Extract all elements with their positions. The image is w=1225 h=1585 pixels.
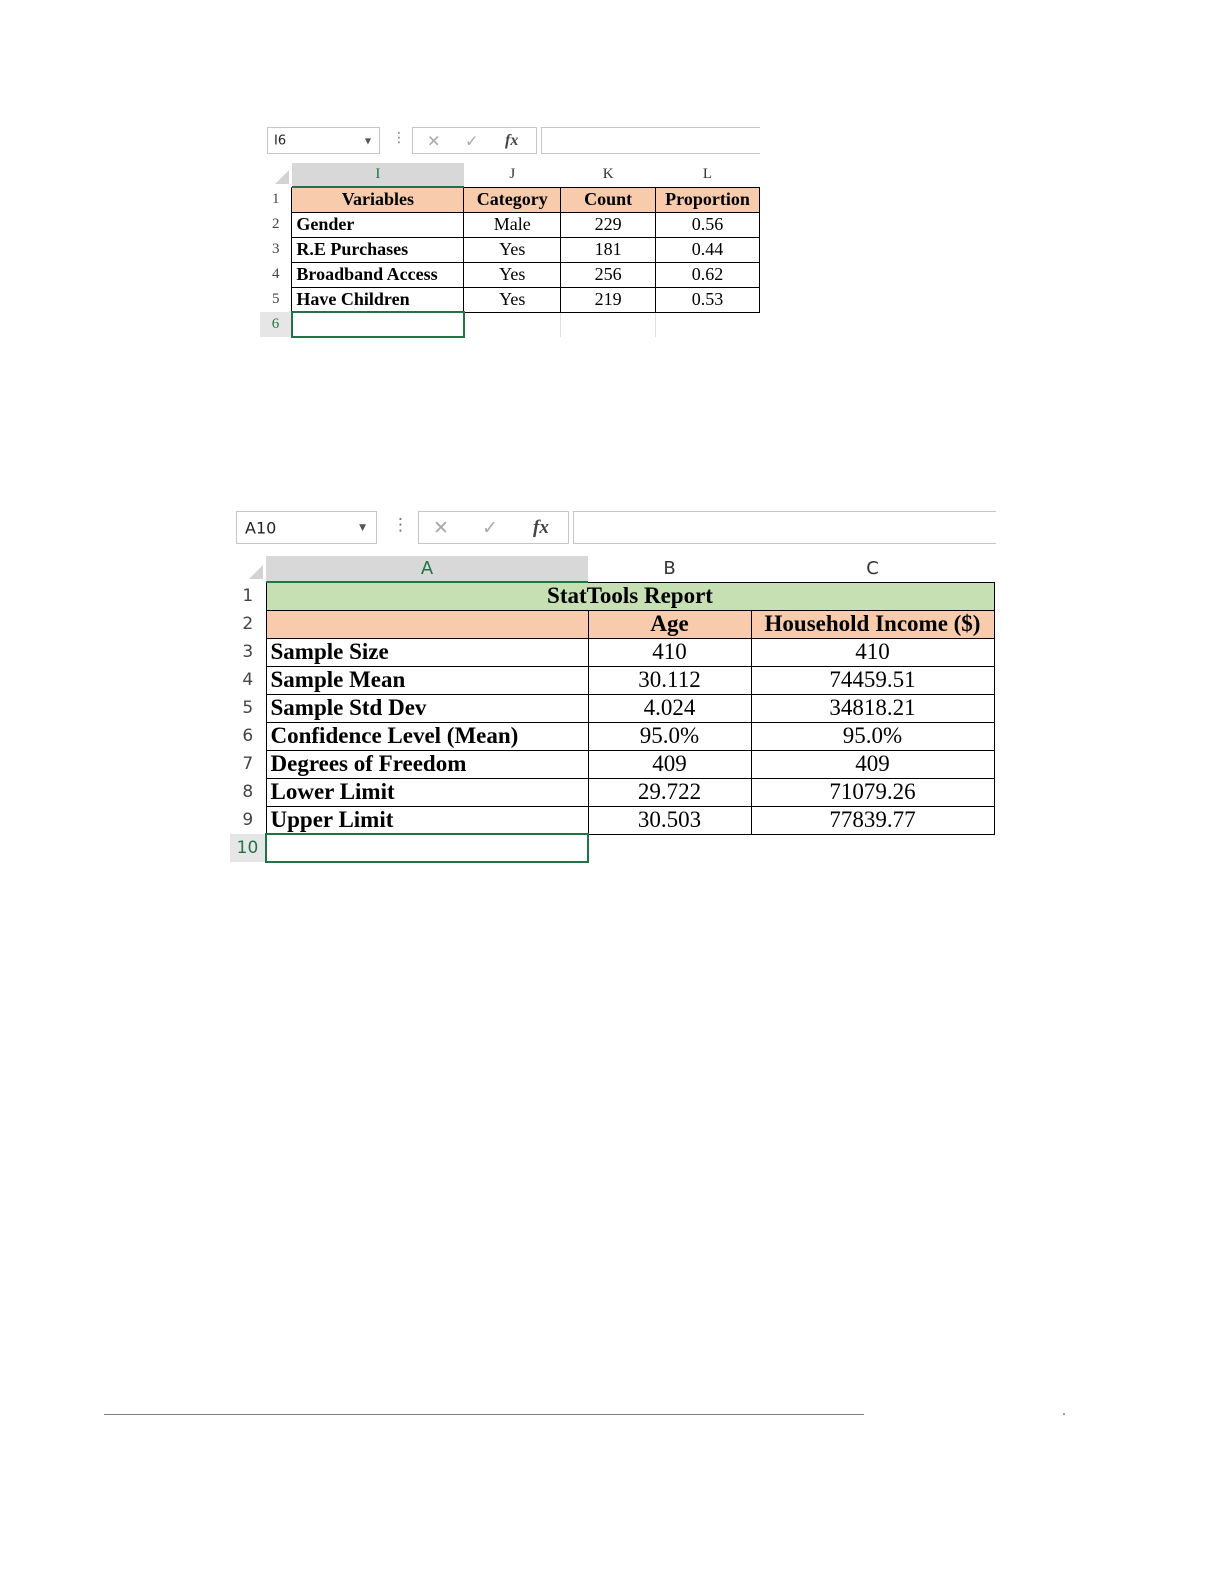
cell[interactable]: 34818.21 [751, 694, 994, 722]
row-header[interactable]: 2 [230, 610, 266, 638]
cell[interactable] [561, 312, 656, 337]
name-box[interactable] [236, 511, 377, 544]
cell[interactable]: Sample Size [266, 638, 588, 666]
cell[interactable]: Yes [464, 262, 561, 287]
row-header[interactable]: 9 [230, 806, 266, 834]
active-cell[interactable] [266, 834, 588, 862]
column-header[interactable]: J [464, 163, 561, 187]
row-header[interactable]: 6 [230, 722, 266, 750]
row-header[interactable]: 1 [260, 187, 292, 212]
row-header[interactable]: 2 [260, 212, 292, 237]
row-header[interactable]: 5 [230, 694, 266, 722]
cell[interactable]: Gender [292, 212, 464, 237]
column-header[interactable]: K [561, 163, 656, 187]
spreadsheet-screenshot-2 [230, 509, 996, 865]
row-header[interactable]: 8 [230, 778, 266, 806]
cell[interactable]: 95.0% [588, 722, 751, 750]
row-header[interactable]: 10 [230, 834, 266, 862]
formula-input[interactable] [541, 127, 760, 154]
footer-mark [1063, 1413, 1065, 1415]
cancel-icon[interactable]: ✕ [433, 516, 449, 539]
cell[interactable]: Confidence Level (Mean) [266, 722, 588, 750]
name-box-value: A10 [245, 518, 277, 537]
row-header[interactable]: 3 [230, 638, 266, 666]
active-cell[interactable] [292, 312, 464, 337]
cell[interactable]: R.E Purchases [292, 237, 464, 262]
row-header[interactable]: 7 [230, 750, 266, 778]
select-all-corner[interactable] [230, 556, 266, 582]
column-header[interactable]: B [588, 556, 751, 582]
cell[interactable] [656, 312, 760, 337]
header-cell[interactable] [266, 610, 588, 638]
header-cell[interactable]: Proportion [656, 187, 760, 212]
cell[interactable]: 29.722 [588, 778, 751, 806]
cell[interactable]: 0.53 [656, 287, 760, 312]
header-cell[interactable]: Age [588, 610, 751, 638]
cell[interactable]: 229 [561, 212, 656, 237]
row-header[interactable]: 4 [260, 262, 292, 287]
cell[interactable]: 181 [561, 237, 656, 262]
header-cell[interactable]: Category [464, 187, 561, 212]
check-icon[interactable]: ✓ [465, 131, 479, 150]
row-header[interactable]: 6 [260, 312, 292, 337]
cell[interactable]: Upper Limit [266, 806, 588, 834]
row-header[interactable]: 1 [230, 582, 266, 610]
formula-actions [418, 511, 569, 544]
cell[interactable]: Broadband Access [292, 262, 464, 287]
cell[interactable]: Degrees of Freedom [266, 750, 588, 778]
cell[interactable]: 410 [588, 638, 751, 666]
footer-rule [104, 1414, 864, 1415]
cell[interactable]: 256 [561, 262, 656, 287]
cell[interactable]: Have Children [292, 287, 464, 312]
cell[interactable]: Yes [464, 237, 561, 262]
cell[interactable]: Lower Limit [266, 778, 588, 806]
formula-input[interactable] [573, 511, 996, 544]
cell[interactable]: 95.0% [751, 722, 994, 750]
name-box-value: I6 [274, 133, 287, 148]
cell[interactable]: Yes [464, 287, 561, 312]
cell[interactable]: 410 [751, 638, 994, 666]
chevron-down-icon[interactable]: ▼ [359, 522, 366, 533]
report-title[interactable]: StatTools Report [266, 582, 994, 610]
check-icon[interactable]: ✓ [482, 516, 498, 539]
column-header[interactable]: A [266, 556, 588, 582]
sheet-grid [260, 163, 760, 338]
fx-icon[interactable]: fx [533, 516, 549, 538]
more-options-icon[interactable]: ⋮ [392, 515, 409, 535]
column-header[interactable]: C [751, 556, 994, 582]
cell[interactable]: 74459.51 [751, 666, 994, 694]
column-header[interactable]: L [656, 163, 760, 187]
cell[interactable]: 409 [751, 750, 994, 778]
row-header[interactable]: 4 [230, 666, 266, 694]
fx-icon[interactable]: fx [505, 131, 519, 149]
row-header[interactable]: 5 [260, 287, 292, 312]
formula-actions [412, 127, 537, 154]
cell[interactable]: 71079.26 [751, 778, 994, 806]
cell[interactable]: 409 [588, 750, 751, 778]
cell[interactable]: 30.503 [588, 806, 751, 834]
more-options-icon[interactable]: ⋮ [392, 130, 406, 146]
cell[interactable]: Male [464, 212, 561, 237]
cell[interactable] [588, 834, 751, 862]
header-cell[interactable]: Household Income ($) [751, 610, 994, 638]
cancel-icon[interactable]: ✕ [427, 131, 441, 150]
cell[interactable]: Sample Mean [266, 666, 588, 694]
cell[interactable]: Sample Std Dev [266, 694, 588, 722]
cell[interactable]: 0.56 [656, 212, 760, 237]
header-cell[interactable]: Variables [292, 187, 464, 212]
cell[interactable]: 4.024 [588, 694, 751, 722]
cell[interactable]: 30.112 [588, 666, 751, 694]
cell[interactable]: 0.44 [656, 237, 760, 262]
sheet-grid [230, 556, 995, 863]
name-box[interactable] [267, 127, 380, 154]
spreadsheet-screenshot-1 [258, 124, 760, 344]
chevron-down-icon[interactable]: ▼ [364, 136, 371, 145]
row-header[interactable]: 3 [260, 237, 292, 262]
cell[interactable]: 77839.77 [751, 806, 994, 834]
header-cell[interactable]: Count [561, 187, 656, 212]
select-all-corner[interactable] [260, 163, 292, 187]
cell[interactable] [464, 312, 561, 337]
cell[interactable] [751, 834, 994, 862]
cell[interactable]: 0.62 [656, 262, 760, 287]
column-header[interactable]: I [292, 163, 464, 187]
cell[interactable]: 219 [561, 287, 656, 312]
